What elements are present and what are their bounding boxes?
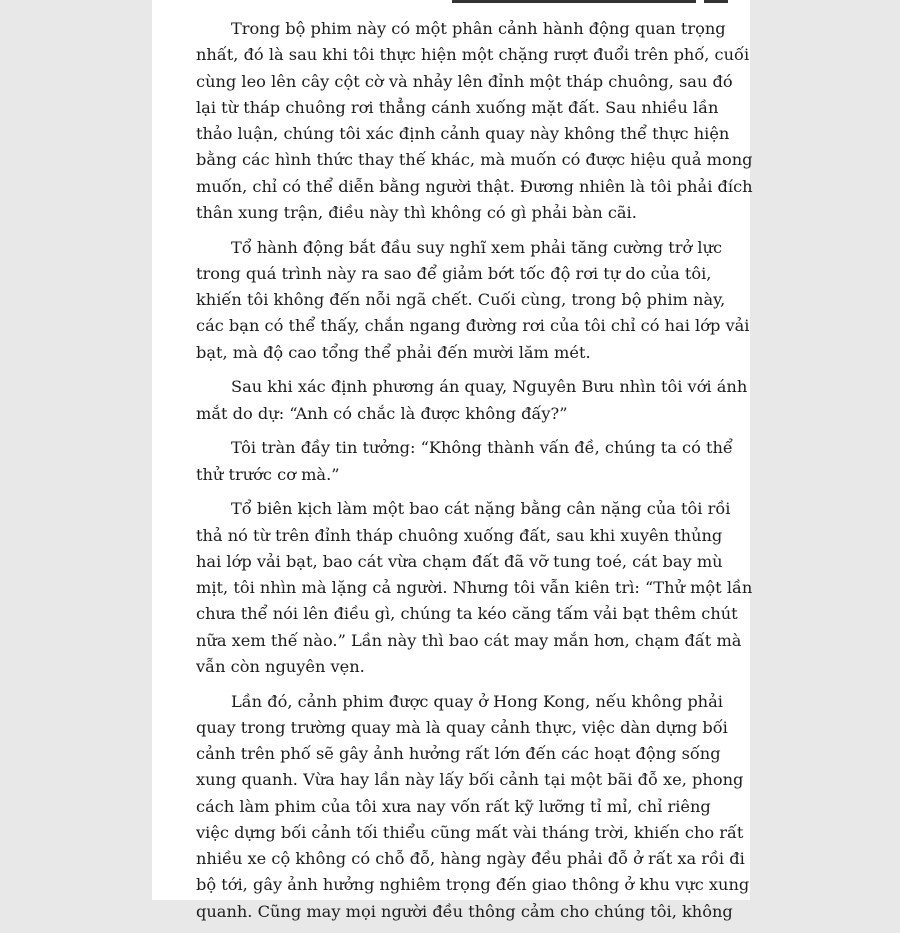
paragraph	[196, 435, 733, 488]
text-line: muốn, chỉ có thể diễn bằng người thật. Đương nhiên là tôi phải đích	[196, 176, 753, 196]
text-line: quanh. Cũng may mọi người đều thông cảm cho chúng tôi, không	[196, 901, 733, 921]
page-number-rule	[704, 0, 728, 3]
text-line: nhất, đó là sau khi tôi thực hiện một chặng rượt đuổi trên phố, cuối	[196, 45, 750, 65]
text-line: trong quá trình này ra sao để giảm bớt tốc độ rơi tự do của tôi,	[196, 263, 712, 283]
text-line: thử trước cơ mà.”	[196, 464, 340, 484]
running-header-rule	[452, 0, 696, 3]
paragraph	[196, 235, 750, 366]
text-line: cảnh trên phố sẽ gây ảnh hưởng rất lớn đến các hoạt động sống	[196, 744, 721, 763]
text-line: việc dựng bối cảnh tối thiểu cũng mất vài tháng trời, khiến cho rất	[196, 822, 744, 842]
text-line: mắt do dự: “Anh có chắc là được không đấy?”	[196, 403, 568, 423]
body-text	[196, 16, 753, 933]
text-line: xung quanh. Vừa hay lần này lấy bối cảnh tại một bãi đỗ xe, phong	[196, 770, 744, 790]
text-line: bằng các hình thức thay thế khác, mà muốn có được hiệu quả mong	[196, 150, 753, 170]
text-line: mịt, tôi nhìn mà lặng cả người. Nhưng tôi vẫn kiên trì: “Thử một lần	[196, 578, 753, 597]
text-line: vẫn còn nguyên vẹn.	[196, 656, 365, 676]
paragraph	[196, 496, 753, 680]
text-line: Lần đó, cảnh phim được quay ở Hong Kong, nếu không phải	[231, 691, 723, 711]
paragraph	[196, 374, 748, 427]
text-line: khiến tôi không đến nỗi ngã chết. Cuối cùng, trong bộ phim này,	[196, 290, 726, 309]
text-line: nữa xem thế nào.” Lần này thì bao cát may mắn hơn, chạm đất mà	[196, 630, 742, 650]
text-line: quay trong trường quay mà là quay cảnh thực, việc dàn dựng bối	[196, 717, 728, 737]
text-line: Tổ biên kịch làm một bao cát nặng bằng cân nặng của tôi rồi	[231, 499, 731, 519]
text-line: thảo luận, chúng tôi xác định cảnh quay này không thể thực hiện	[196, 124, 730, 143]
text-line: bộ tới, gây ảnh hưởng nghiêm trọng đến giao thông ở khu vực xung	[196, 875, 750, 895]
book-page	[152, 0, 753, 921]
text-line: thân xung trận, điều này thì không có gì phải bàn cãi.	[196, 202, 637, 222]
text-line: hai lớp vải bạt, bao cát vừa chạm đất đã vỡ tung toé, cát bay mù	[196, 551, 723, 571]
text-line: Trong bộ phim này có một phân cảnh hành động quan trọng	[231, 19, 726, 38]
text-line: chưa thể nói lên điều gì, chúng ta kéo căng tấm vải bạt thêm chút	[196, 604, 738, 624]
text-line: bạt, mà độ cao tổng thể phải đến mười lăm mét.	[196, 342, 591, 362]
text-line: thả nó từ trên đỉnh tháp chuông xuống đất, sau khi xuyên thủng	[196, 525, 723, 545]
text-line: Sau khi xác định phương án quay, Nguyên Bưu nhìn tôi với ánh	[231, 377, 748, 397]
text-line: nhiều xe cộ không có chỗ đỗ, hàng ngày đều phải đỗ ở rất xa rồi đi	[196, 849, 745, 868]
text-line: lại từ tháp chuông rơi thẳng cánh xuống mặt đất. Sau nhiều lần	[196, 97, 719, 117]
text-line: các bạn có thể thấy, chắn ngang đường rơi của tôi chỉ có hai lớp vải	[196, 316, 750, 336]
paragraph	[196, 16, 753, 226]
text-line: cùng leo lên cây cột cờ và nhảy lên đỉnh một tháp chuông, sau đó	[196, 71, 733, 91]
text-line: Tổ hành động bắt đầu suy nghĩ xem phải tăng cường trở lực	[231, 237, 723, 257]
text-line: cách làm phim của tôi xưa nay vốn rất kỹ lưỡng tỉ mỉ, chỉ riêng	[196, 796, 711, 816]
paragraph	[196, 689, 750, 925]
text-line: Tôi tràn đầy tin tưởng: “Không thành vấn đề, chúng ta có thể	[231, 438, 733, 458]
